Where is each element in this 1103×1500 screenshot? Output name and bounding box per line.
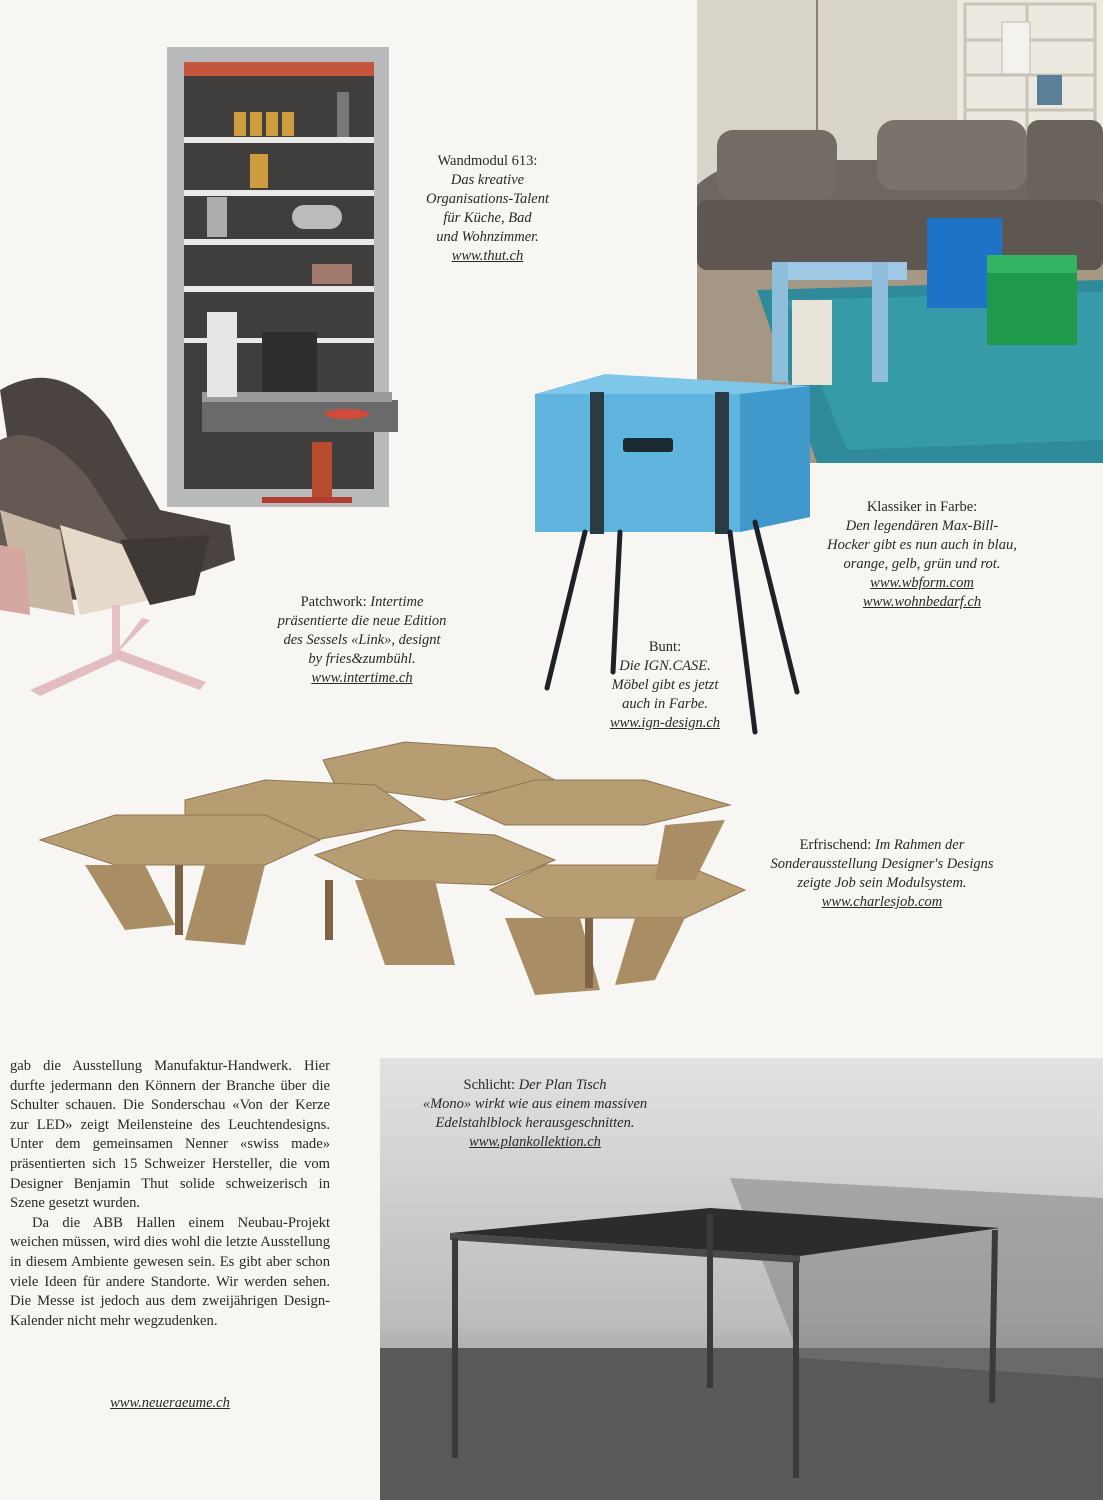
- caption-link-wohnbedarf[interactable]: www.wohnbedarf.ch: [862, 594, 982, 610]
- article-body: [10, 1057, 330, 1331]
- caption-line: auch in Farbe.: [622, 696, 708, 712]
- caption-line: by fries&zumbühl.: [308, 651, 416, 667]
- article-paragraph: gab die Ausstellung Manufaktur-Handwerk. Hier durfte jedermann den Könnern der Branche über die Schulter schauen. Die Sonderschau «Von der Kerze zur LED» zeigt Meilensteine des Leuchtendesigns. Unter dem gemeinsamen Nenner «swiss made» präsentierten sich 15 Schweizer Hersteller, die vom Designer Benjamin Thut solide schweizerisch in Szene gesetzt wurden.: [10, 1058, 330, 1212]
- caption-line: für Küche, Bad: [443, 210, 532, 226]
- caption-lead: Erfrischend:: [799, 837, 872, 853]
- caption-erfrischend: [752, 836, 1012, 912]
- caption-lead-rest: Intertime: [370, 594, 424, 610]
- hexagon-module-photo: [35, 740, 750, 1002]
- caption-bunt: [590, 638, 740, 733]
- caption-line: Möbel gibt es jetzt: [611, 677, 719, 693]
- caption-line: Das kreative: [450, 172, 525, 188]
- caption-line: Edelstahlblock herausgeschnitten.: [435, 1115, 635, 1131]
- caption-line: und Wohnzimmer.: [436, 229, 539, 245]
- caption-link-intertime[interactable]: www.intertime.ch: [311, 670, 413, 686]
- caption-line: Die IGN.CASE.: [619, 658, 711, 674]
- caption-wandmodul: [395, 152, 580, 266]
- caption-link-wbform[interactable]: www.wbform.com: [870, 575, 974, 591]
- caption-lead: Patchwork:: [300, 594, 367, 610]
- article-footer: [0, 1394, 340, 1412]
- caption-schlicht: [380, 1076, 690, 1152]
- armchair-photo: [0, 360, 240, 705]
- caption-link-plankollektion[interactable]: www.plankollektion.ch: [469, 1134, 601, 1150]
- caption-link-ign[interactable]: www.ign-design.ch: [609, 715, 721, 731]
- caption-line: orange, gelb, grün und rot.: [843, 556, 1001, 572]
- caption-line: präsentierte die neue Edition: [277, 613, 447, 629]
- caption-line: Sonderausstellung Designer's Designs: [770, 856, 994, 872]
- caption-link-charlesjob[interactable]: www.charlesjob.com: [821, 894, 943, 910]
- caption-line: Den legendären Max-Bill-: [845, 518, 999, 534]
- caption-lead: Schlicht:: [463, 1077, 516, 1093]
- caption-line: des Sessels «Link», designt: [283, 632, 441, 648]
- article-paragraph: Da die ABB Hallen einem Neubau-Projekt weichen müssen, wird dies wohl die letzte Ausstellung in diesem Ambiente gewesen sein. Es gibt aber schon viele Ideen für andere Standorte. Wir werden sehen. Die Messe ist jedoch aus dem zweijährigen Design-Kalender nicht mehr wegzudenken.: [10, 1214, 330, 1329]
- caption-line: zeigte Job sein Modulsystem.: [797, 875, 967, 891]
- caption-lead-rest: Im Rahmen der: [874, 837, 965, 853]
- caption-line: Organisations-Talent: [425, 191, 549, 207]
- caption-lead: Klassiker in Farbe:: [866, 499, 978, 515]
- footer-link-neueraeume[interactable]: www.neueraeume.ch: [110, 1395, 230, 1411]
- caption-patchwork: [262, 593, 462, 688]
- caption-lead-rest: Der Plan Tisch: [518, 1077, 607, 1093]
- caption-lead: Wandmodul 613:: [437, 153, 538, 169]
- caption-link-thut[interactable]: www.thut.ch: [451, 248, 524, 264]
- caption-lead: Bunt:: [648, 639, 682, 655]
- caption-klassiker: [802, 498, 1042, 612]
- caption-line: Hocker gibt es nun auch in blau,: [827, 537, 1017, 553]
- caption-line: «Mono» wirkt wie aus einem massiven: [422, 1096, 648, 1112]
